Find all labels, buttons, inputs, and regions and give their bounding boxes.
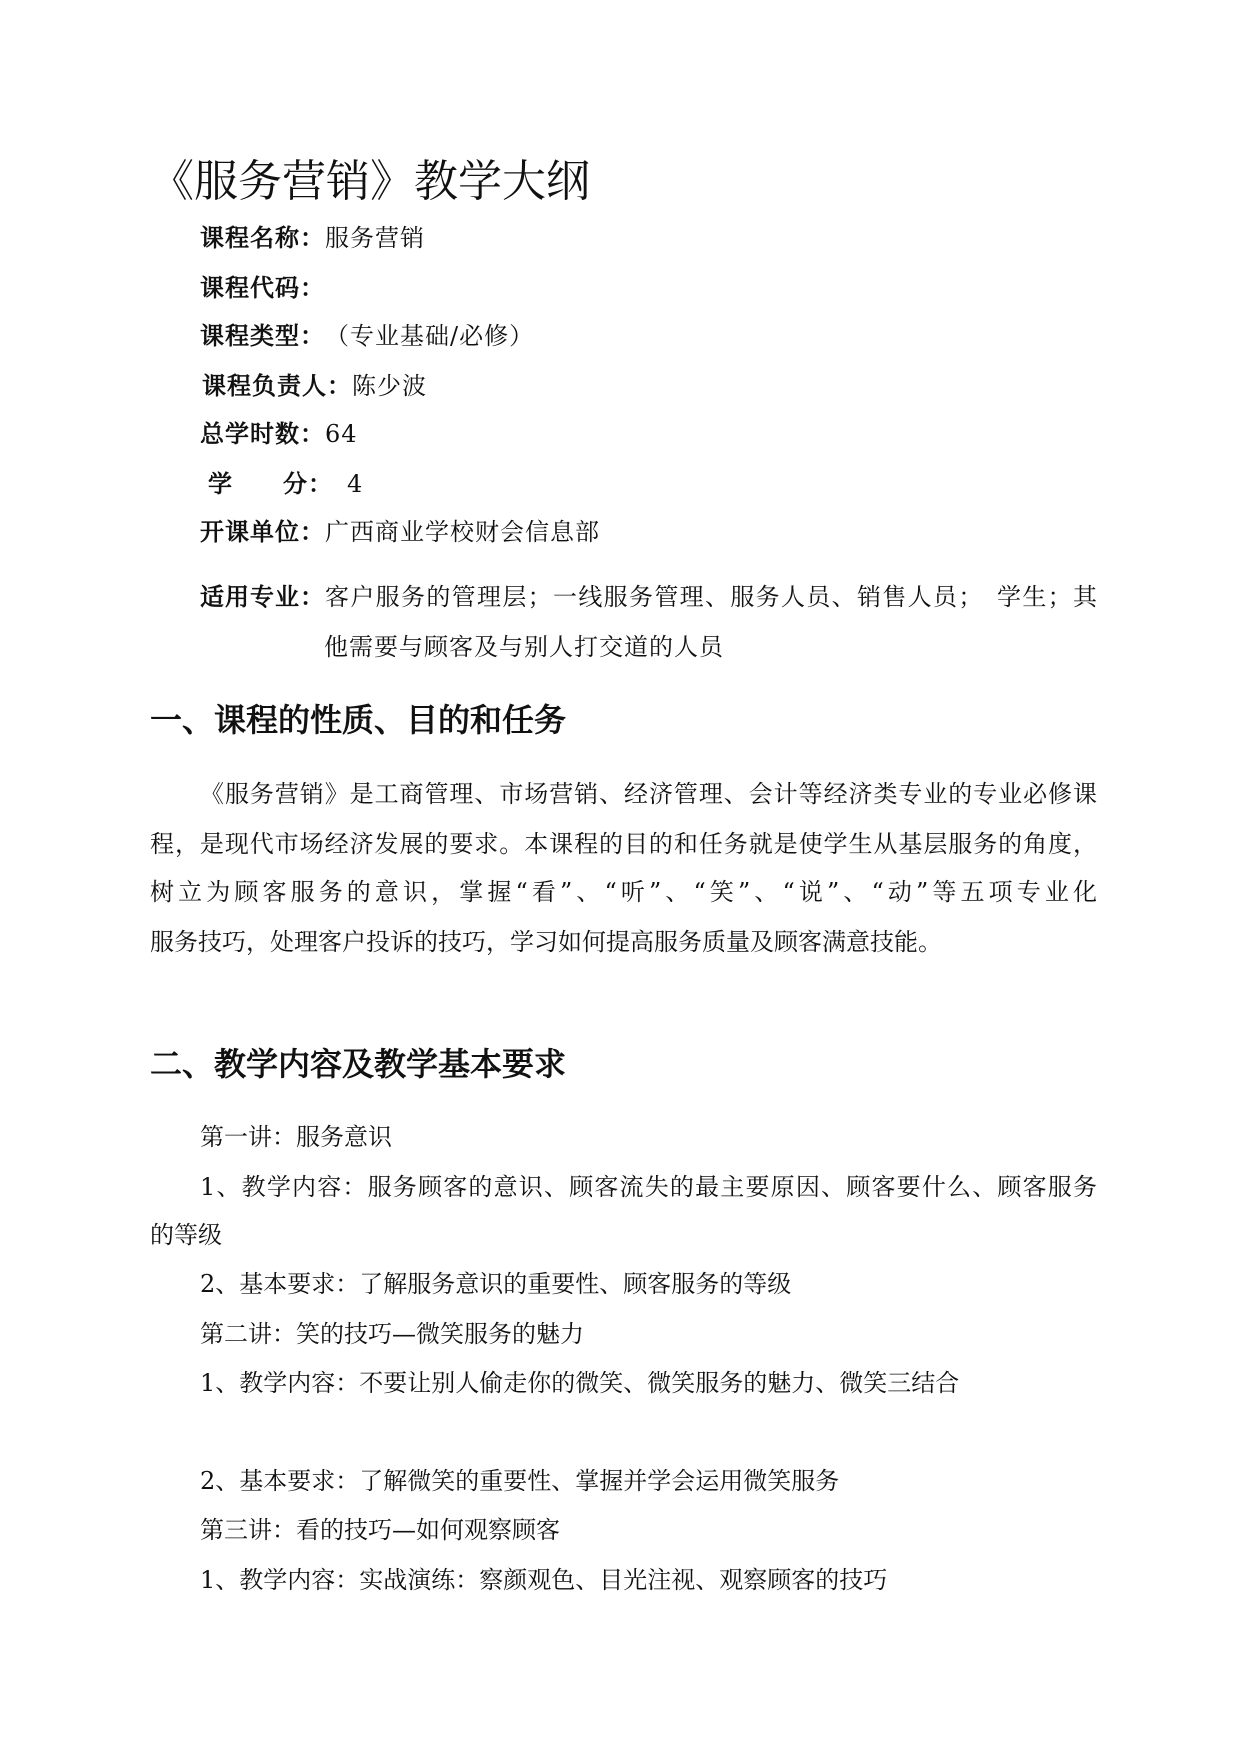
offering-unit-label: 开课单位： bbox=[200, 518, 325, 546]
lecture-3-content: 1、教学内容：实战演练：察颜观色、目光注视、观察顾客的技巧 bbox=[200, 1566, 888, 1594]
section-1-paragraph-line: 树立为顾客服务的意识，掌握“看”、“听”、“笑”、“说”、“动”等五项专业化 bbox=[150, 878, 1097, 906]
total-hours-label: 总学时数： bbox=[200, 420, 325, 448]
document-title: 《服务营销》教学大纲 bbox=[150, 156, 590, 207]
applicable-majors-label: 适用专业： bbox=[200, 583, 325, 611]
section-2-heading: 二、教学内容及教学基本要求 bbox=[150, 1045, 567, 1083]
lecture-2-content: 1、教学内容：不要让别人偷走你的微笑、微笑服务的魅力、微笑三结合 bbox=[200, 1369, 960, 1397]
total-hours-row bbox=[200, 420, 358, 448]
section-1-paragraph-line: 服务技巧，处理客户投诉的技巧，学习如何提高服务质量及顾客满意技能。 bbox=[150, 928, 942, 956]
lecture-2-title: 第二讲：笑的技巧—微笑服务的魅力 bbox=[200, 1320, 584, 1348]
lecture-1-content-continued: 的等级 bbox=[150, 1221, 222, 1249]
course-code-row bbox=[200, 274, 325, 302]
applicable-majors-value-line-1: 客户服务的管理层；一线服务管理、服务人员、销售人员； 学生；其 bbox=[325, 583, 1097, 611]
course-type-row bbox=[200, 322, 534, 350]
course-type-value: （专业基础/必修） bbox=[325, 322, 535, 350]
section-1-paragraph-line: 《服务营销》是工商管理、市场营销、经济管理、会计等经济类专业的专业必修课 bbox=[200, 780, 1097, 808]
course-lead-value: 陈少波 bbox=[352, 372, 427, 400]
lecture-1-title: 第一讲：服务意识 bbox=[200, 1123, 392, 1151]
offering-unit-row bbox=[200, 518, 600, 546]
offering-unit-value: 广西商业学校财会信息部 bbox=[325, 518, 600, 546]
credits-label: 学 分： bbox=[208, 470, 333, 498]
course-name-label: 课程名称： bbox=[200, 224, 325, 252]
course-code-label: 课程代码： bbox=[200, 274, 325, 302]
total-hours-value: 64 bbox=[325, 420, 358, 448]
course-name-row bbox=[200, 224, 425, 252]
lecture-2-requirements: 2、基本要求：了解微笑的重要性、掌握并学会运用微笑服务 bbox=[200, 1467, 840, 1495]
course-lead-row bbox=[202, 372, 427, 400]
lecture-1-content: 1、教学内容：服务顾客的意识、顾客流失的最主要原因、顾客要什么、顾客服务 bbox=[200, 1173, 1097, 1201]
lecture-1-requirements: 2、基本要求：了解服务意识的重要性、顾客服务的等级 bbox=[200, 1270, 792, 1298]
section-1-heading: 一、课程的性质、目的和任务 bbox=[150, 701, 567, 739]
credits-row bbox=[208, 470, 363, 498]
credits-value: 4 bbox=[347, 470, 364, 498]
course-name-value: 服务营销 bbox=[325, 224, 425, 252]
lecture-3-title: 第三讲：看的技巧—如何观察顾客 bbox=[200, 1516, 560, 1544]
course-type-label: 课程类型： bbox=[200, 322, 325, 350]
applicable-majors-value-line-2: 他需要与顾客及与别人打交道的人员 bbox=[324, 633, 724, 661]
course-lead-label: 课程负责人： bbox=[202, 372, 352, 400]
section-1-paragraph-line: 程，是现代市场经济发展的要求。本课程的目的和任务就是使学生从基层服务的角度， bbox=[150, 830, 1097, 858]
applicable-majors-row bbox=[200, 583, 1097, 611]
